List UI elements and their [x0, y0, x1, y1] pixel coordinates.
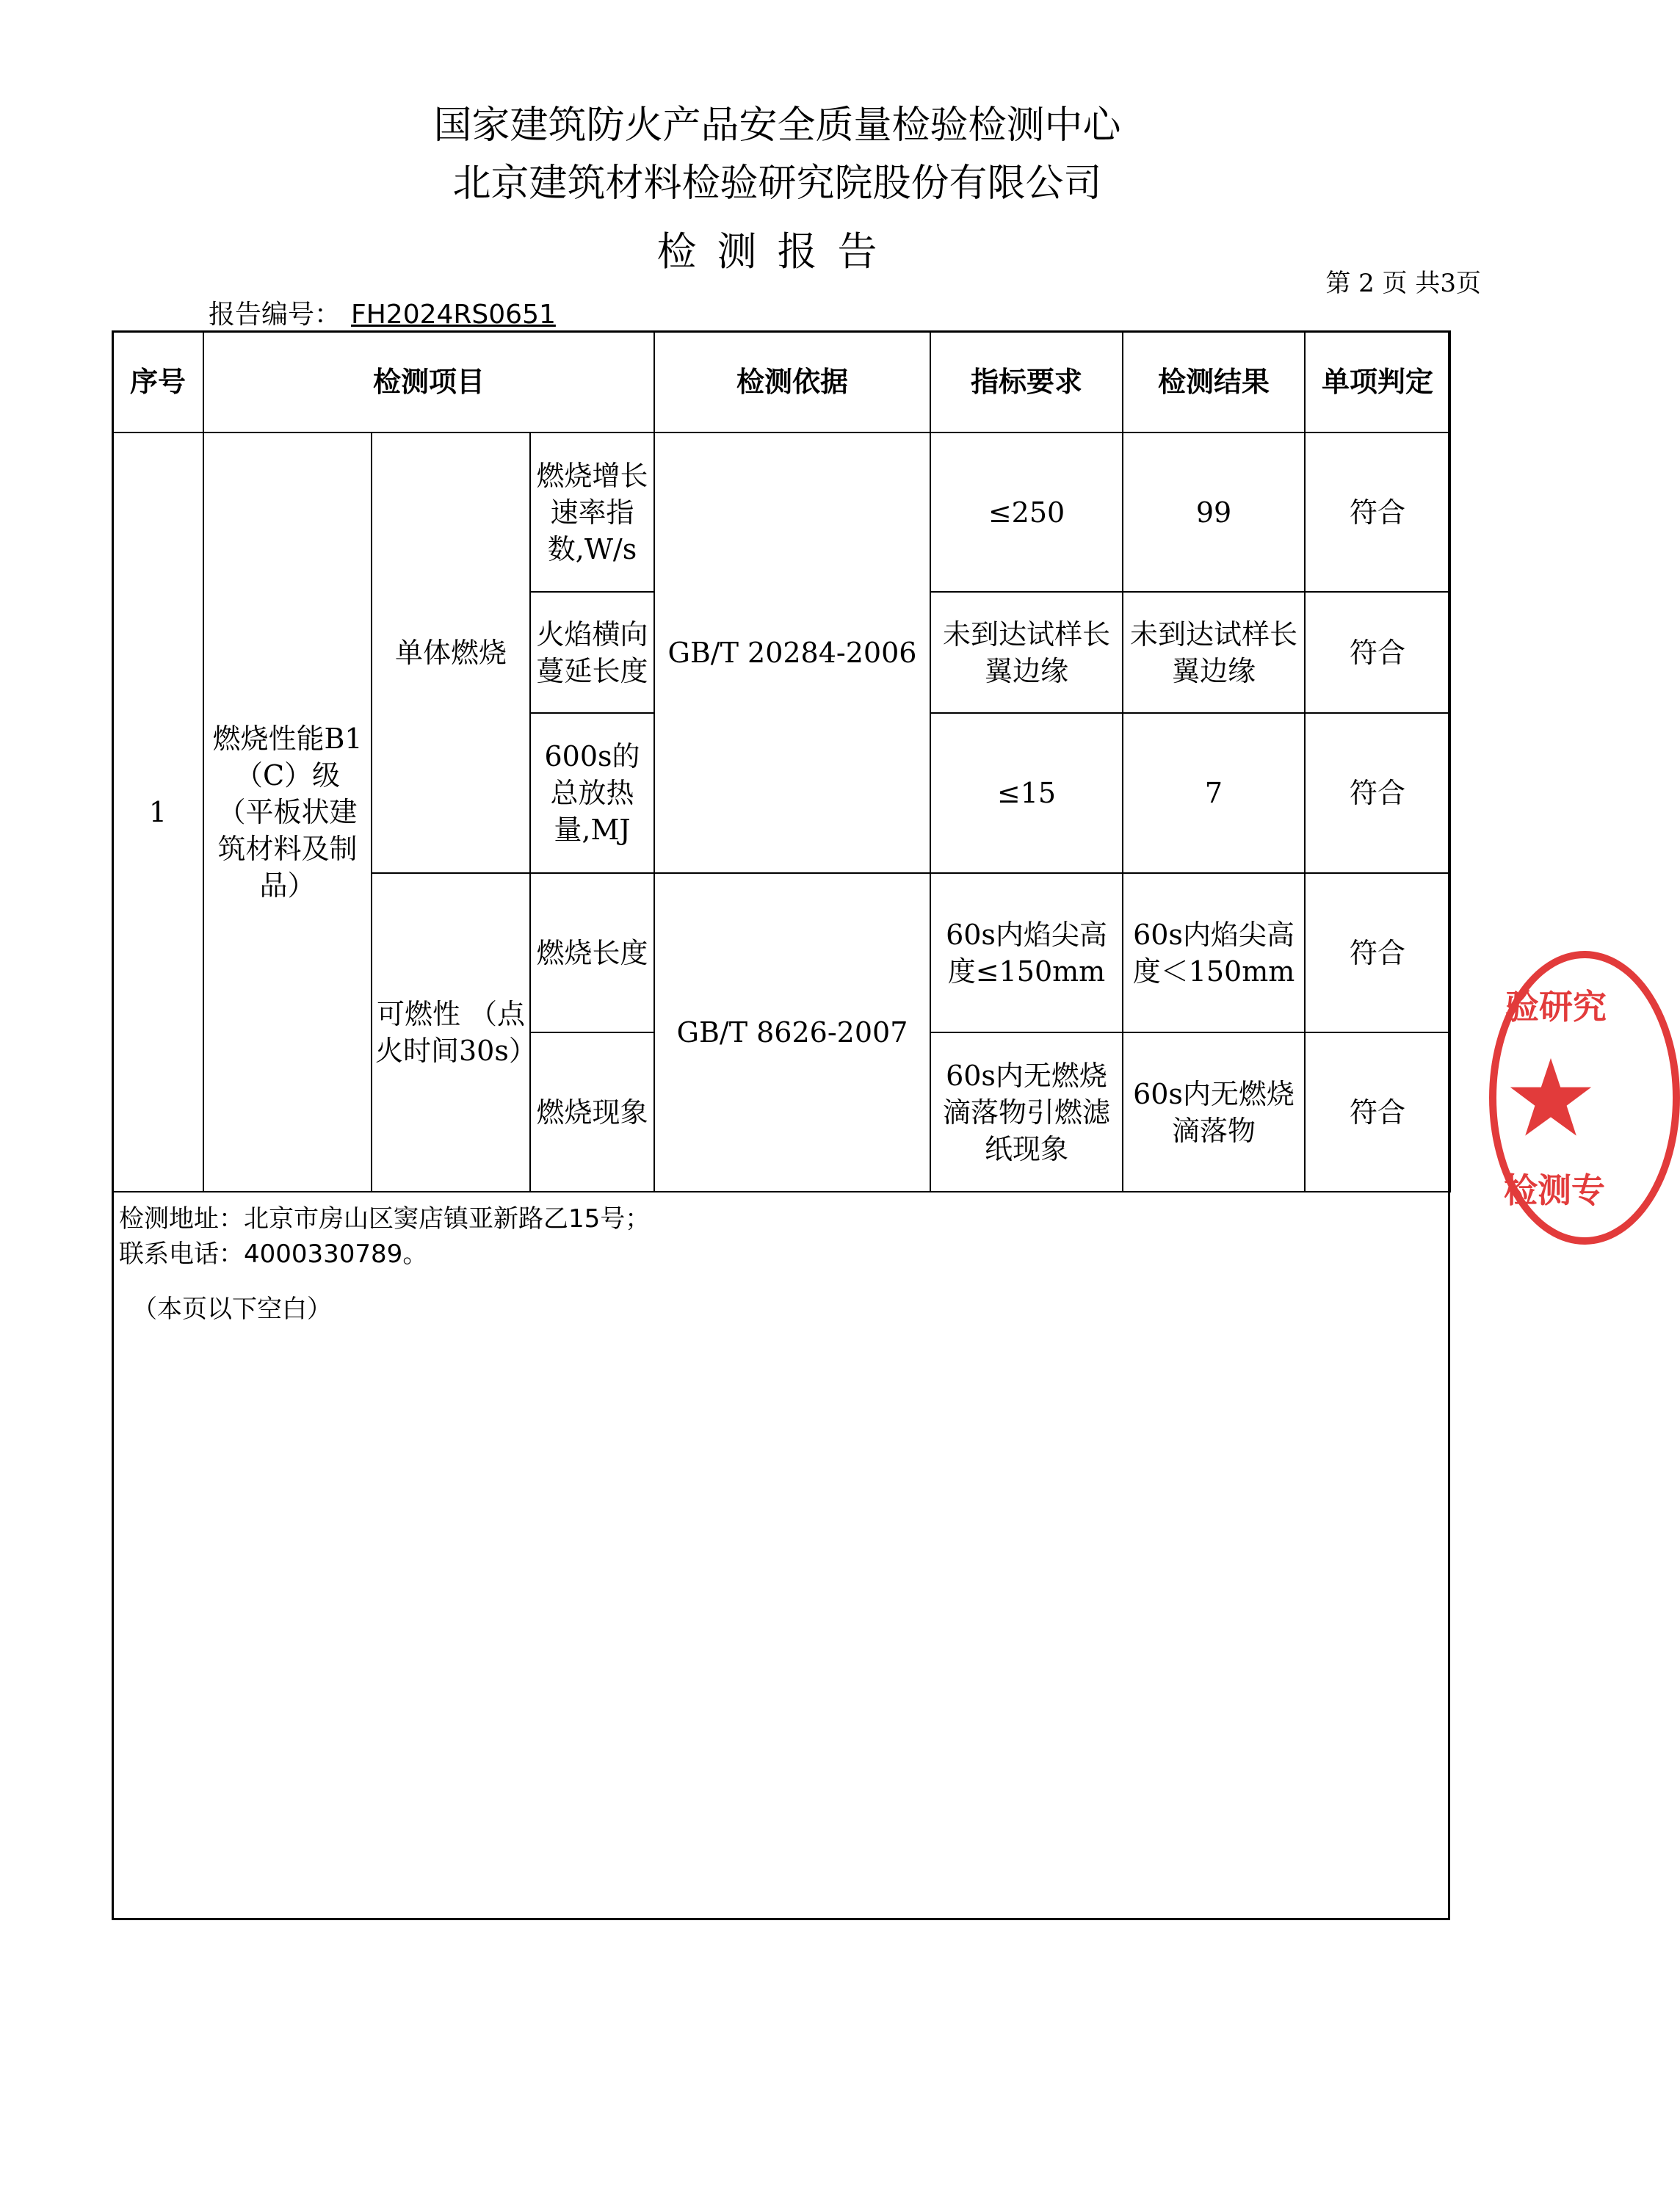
judgement-cell: 符合 [1305, 713, 1450, 873]
page-number: 第 2 页 共3页 [1325, 269, 1481, 298]
result-cell: 60s内无燃烧滴落物 [1123, 1032, 1305, 1192]
req-cell: ≤15 [930, 713, 1123, 873]
item-cell: 600s的总放热量,MJ [530, 713, 654, 873]
item-cell: 燃烧现象 [530, 1032, 654, 1192]
contact-phone: 联系电话：4000330789。 [119, 1239, 428, 1269]
header-line-2: 北京建筑材料检验研究院股份有限公司 [452, 162, 1102, 206]
item-cell: 燃烧增长速率指数,W/s [530, 432, 654, 592]
item-cell: 燃烧长度 [530, 873, 654, 1032]
seal-text-bottom: 检测专 [1504, 1170, 1605, 1210]
category-cell: 燃烧性能B1（C）级（平板状建筑材料及制品） [203, 432, 372, 1192]
table-header-row [112, 331, 1450, 432]
result-cell: 60s内焰尖高度＜150mm [1123, 873, 1305, 1032]
judgement-cell: 符合 [1305, 1032, 1450, 1192]
report-number-label: 报告编号： [209, 300, 341, 330]
col-header: 检测结果 [1123, 331, 1305, 432]
result-cell: 未到达试样长翼边缘 [1123, 592, 1305, 713]
col-header: 指标要求 [930, 331, 1123, 432]
star-icon [1507, 1054, 1595, 1142]
table-row [112, 432, 1450, 592]
seq-cell: 1 [112, 432, 203, 1192]
test-address: 检测地址：北京市房山区窦店镇亚新路乙15号； [119, 1204, 651, 1234]
col-header: 序号 [112, 331, 203, 432]
req-cell: 未到达试样长翼边缘 [930, 592, 1123, 713]
basis-cell: GB/T 20284-2006 [654, 432, 930, 873]
judgement-cell: 符合 [1305, 873, 1450, 1032]
report-number [209, 294, 556, 331]
result-cell: 99 [1123, 432, 1305, 592]
group-cell: 可燃性 （点火时间30s） [372, 873, 530, 1192]
report-title: 检测报告 [656, 228, 898, 275]
req-cell: ≤250 [930, 432, 1123, 592]
req-cell: 60s内焰尖高度≤150mm [930, 873, 1123, 1032]
col-header: 检测项目 [203, 331, 654, 432]
item-cell: 火焰横向蔓延长度 [530, 592, 654, 713]
col-header: 检测依据 [654, 331, 930, 432]
header-line-1: 国家建筑防火产品安全质量检验检测中心 [433, 104, 1121, 148]
seal-text-top: 验研究 [1505, 987, 1607, 1027]
judgement-cell: 符合 [1305, 592, 1450, 713]
report-number-value: FH2024RS0651 [351, 300, 556, 330]
group-cell: 单体燃烧 [372, 432, 530, 873]
col-header: 单项判定 [1305, 331, 1450, 432]
blank-note: （本页以下空白） [132, 1295, 332, 1324]
result-cell: 7 [1123, 713, 1305, 873]
test-results-table [112, 330, 1451, 1192]
official-seal [1489, 951, 1680, 1245]
judgement-cell: 符合 [1305, 432, 1450, 592]
req-cell: 60s内无燃烧滴落物引燃滤纸现象 [930, 1032, 1123, 1192]
basis-cell: GB/T 8626-2007 [654, 873, 930, 1192]
